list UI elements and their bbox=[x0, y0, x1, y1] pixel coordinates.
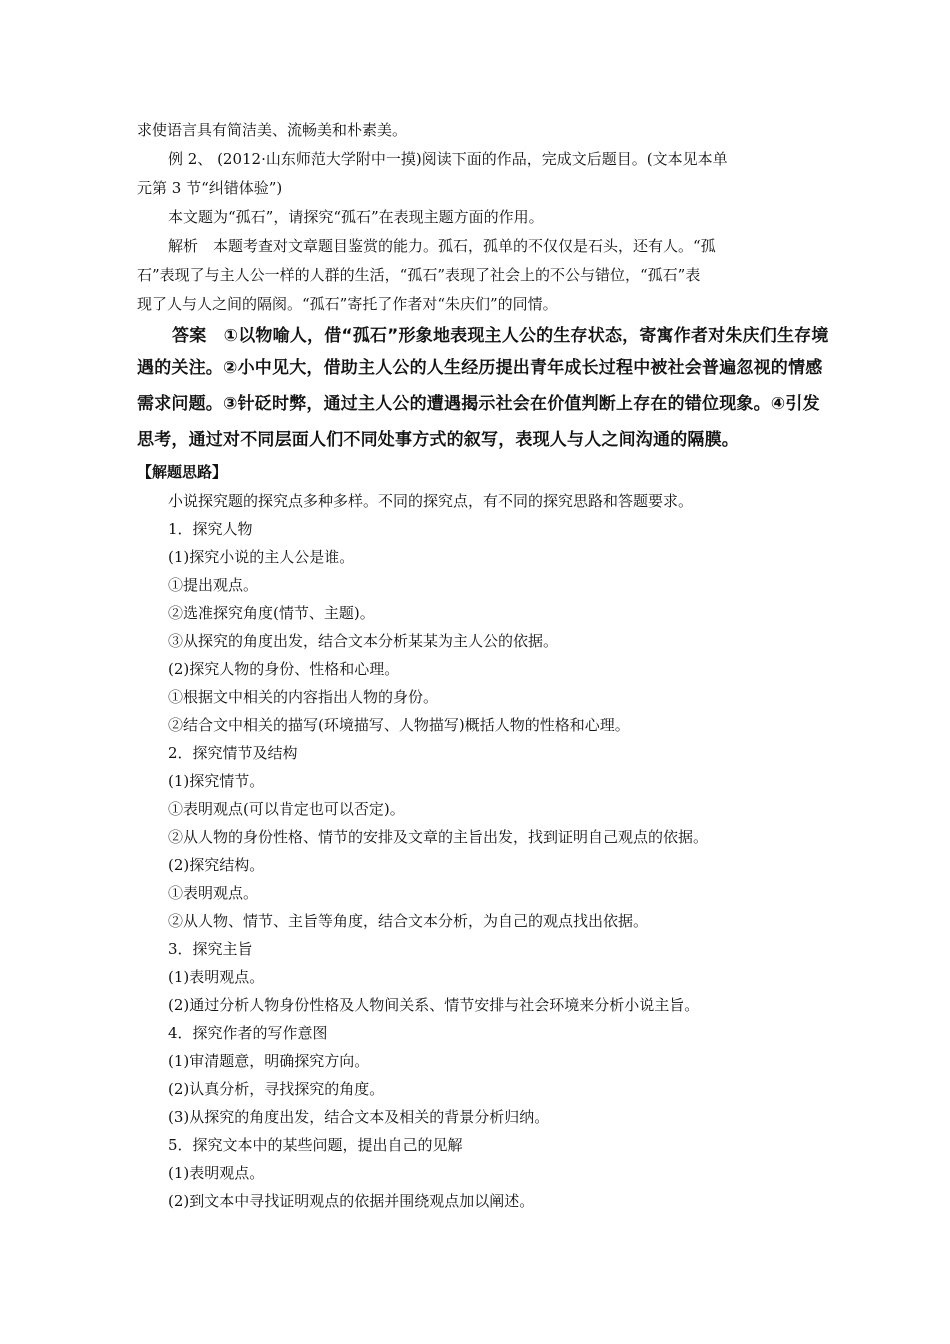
answer-line: 答案 ①以物喻人，借“孤石”形象地表现主人公的生存状态，寄寓作者对朱庆们生存境 bbox=[172, 326, 829, 346]
list-line: (1)探究情节。 bbox=[168, 772, 265, 790]
analysis-line: 解析 本题考查对文章题目鉴赏的能力。孤石，孤单的不仅仅是石头，还有人。“孤 bbox=[168, 237, 716, 255]
list-line: 2．探究情节及结构 bbox=[168, 744, 298, 762]
analysis-line: 现了人与人之间的隔阂。“孤石”寄托了作者对“朱庆们”的同情。 bbox=[137, 295, 558, 313]
list-line: (3)从探究的角度出发，结合文本及相关的背景分析归纳。 bbox=[168, 1108, 550, 1126]
list-line: (2)探究人物的身份、性格和心理。 bbox=[168, 660, 400, 678]
list-line: 5．探究文本中的某些问题，提出自己的见解 bbox=[168, 1136, 463, 1154]
list-line: ②选准探究角度(情节、主题)。 bbox=[168, 604, 375, 622]
list-line: (1)探究小说的主人公是谁。 bbox=[168, 548, 355, 566]
question-line: 本文题为“孤石”，请探究“孤石”在表现主题方面的作用。 bbox=[168, 208, 544, 226]
answer-line: 思考，通过对不同层面人们不同处事方式的叙写，表现人与人之间沟通的隔膜。 bbox=[137, 430, 739, 450]
list-line: (2)认真分析，寻找探究的角度。 bbox=[168, 1080, 385, 1098]
list-line: ③从探究的角度出发，结合文本分析某某为主人公的依据。 bbox=[168, 632, 559, 650]
list-line: (1)表明观点。 bbox=[168, 1164, 265, 1182]
paragraph-line: 求使语言具有简洁美、流畅美和朴素美。 bbox=[137, 121, 408, 139]
list-line: (1)表明观点。 bbox=[168, 968, 265, 986]
list-line: (2)到文本中寻找证明观点的依据并围绕观点加以阐述。 bbox=[168, 1192, 535, 1210]
paragraph-line: 元第 3 节“纠错体验”) bbox=[137, 179, 283, 197]
list-line: ②结合文中相关的描写(环境描写、人物描写)概括人物的性格和心理。 bbox=[168, 716, 630, 734]
list-line: ②从人物、情节、主旨等角度，结合文本分析，为自己的观点找出依据。 bbox=[168, 912, 649, 930]
list-line: 3．探究主旨 bbox=[168, 940, 253, 958]
list-line: ①根据文中相关的内容指出人物的身份。 bbox=[168, 688, 439, 706]
list-line: 小说探究题的探究点多种多样。不同的探究点，有不同的探究思路和答题要求。 bbox=[168, 492, 694, 510]
list-line: ②从人物的身份性格、情节的安排及文章的主旨出发，找到证明自己观点的依据。 bbox=[168, 828, 709, 846]
example-line: 例 2、 (2012·山东师范大学附中一摸)阅读下面的作品，完成文后题目。(文本见本单 bbox=[168, 150, 728, 168]
list-line: ①表明观点(可以肯定也可以否定)。 bbox=[168, 800, 405, 818]
list-line: 4．探究作者的写作意图 bbox=[168, 1024, 328, 1042]
list-line: ①提出观点。 bbox=[168, 576, 259, 594]
list-line: (2)通过分析人物身份性格及人物间关系、情节安排与社会环境来分析小说主旨。 bbox=[168, 996, 700, 1014]
list-line: 1．探究人物 bbox=[168, 520, 253, 538]
list-line: ①表明观点。 bbox=[168, 884, 259, 902]
answer-line: 需求问题。③针砭时弊，通过主人公的遭遇揭示社会在价值判断上存在的错位现象。④引发 bbox=[137, 394, 820, 414]
answer-line: 遇的关注。②小中见大，借助主人公的人生经历提出青年成长过程中被社会普遍忽视的情感 bbox=[137, 358, 823, 378]
analysis-line: 石”表现了与主人公一样的人群的生活，“孤石”表现了社会上的不公与错位，“孤石”表 bbox=[137, 266, 701, 284]
list-line: (2)探究结构。 bbox=[168, 856, 265, 874]
list-line: (1)审清题意，明确探究方向。 bbox=[168, 1052, 370, 1070]
section-heading: 【解题思路】 bbox=[137, 463, 228, 481]
